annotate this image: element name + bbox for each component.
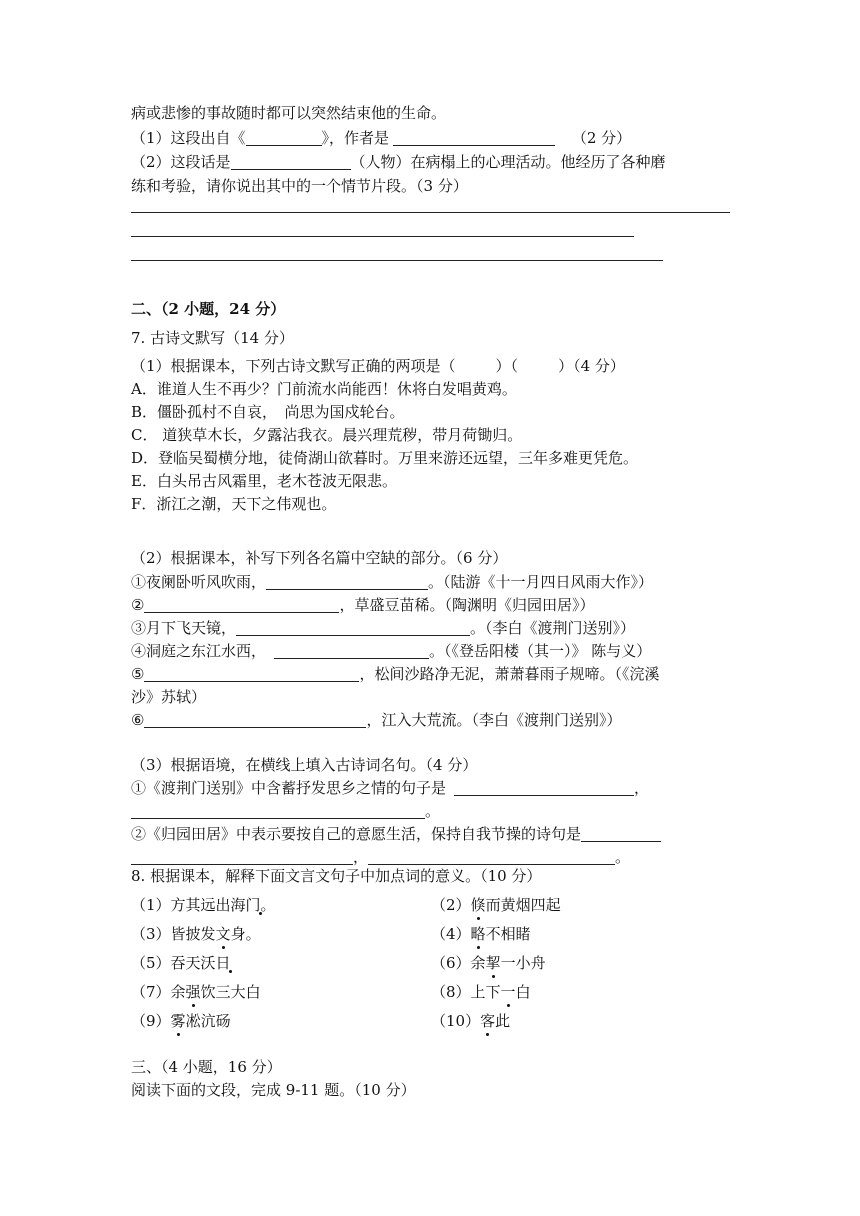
q6-part1 [131,128,631,148]
q8-item-7-dotted: 强 [185,983,201,1001]
q6-part1-text-a: （1）这段出自《 [131,129,246,147]
q8-item-8 [431,982,531,1002]
q7-p2-l3-text-a: ③月下飞天镜， [131,619,237,637]
q7-p3-l1-text: ①《渡荆门送别》中含蓄抒发思乡之情的句子是 [131,779,447,797]
q7-p3-l2-text: ②《归园田居》中表示要按自己的意愿生活，保持自我节操的诗句是 [131,825,582,843]
q6-part1-text-b: 》，作者是 [321,129,390,147]
q8-item-7-post: 饮三大白 [200,983,261,1001]
q7-p2-l5-text-b: ，松间沙路净无泥，萧萧暮雨子规啼。（《浣溪 [359,665,660,683]
q7-p2-blank-3[interactable] [236,620,470,636]
q7-option-f: F．浙江之潮，天下之伟观也。 [131,495,337,513]
q8-item-6-dotted: 挈 [485,954,501,972]
q8-title: 8. 根据课本，解释下面文言文句子中加点词的意义。（10 分） [131,867,542,885]
q7-part3-line2 [131,824,661,844]
q7-option-b: B．僵卧孤村不自哀， 尚思为国戍轮台。 [131,403,405,421]
q8-item-6 [431,953,546,973]
q6-answer-line-2[interactable] [131,236,634,237]
q6-answer-line-1[interactable] [131,212,730,213]
q7-p3-l1-comma: ， [634,779,650,797]
q8-item-2-pre: （2） [431,896,471,914]
q8-item-4-dotted: 略 [470,925,486,943]
q6-book-title-blank[interactable] [246,130,322,146]
q7-option-a: A．谁道人生不再少？门前流水尚能西！休将白发唱黄鸡。 [131,380,517,398]
q8-item-4-pre: （4） [431,925,471,943]
q8-item-8-post: 白 [515,983,531,1001]
q8-item-10-dotted: 客 [480,1012,496,1030]
q8-item-4-post: 不相睹 [485,925,531,943]
q8-item-9-dotted: 雾 [170,1012,186,1030]
q7-p2-l6-text-b: ，江入大荒流。（李白《渡荆门送别》） [366,711,622,729]
q6-part2-text-a: （2）这段话是 [131,153,231,171]
q7-p2-l2-text-a: ② [131,596,145,614]
q7-p2-l1-text-b: 。（陆游《十一月四日风雨大作》） [428,573,654,591]
q7-p2-blank-5[interactable] [144,666,359,682]
q8-item-3-post: 身。 [230,925,261,943]
q7-p2-l3-text-b: 。（李白《渡荆门送别》） [470,619,636,637]
q7-p2-l4-text-b: 。（《登岳阳楼（其一）》 陈与义） [429,642,652,660]
q8-item-6-post: 一小舟 [500,954,546,972]
q7-part2-title: （2）根据课本，补写下列各名篇中空缺的部分。（6 分） [131,549,508,567]
q8-item-1-post: 。 [260,896,276,914]
section-3-intro: 阅读下面的文段，完成 9-11 题。（10 分） [131,1081,416,1099]
q7-part1-prompt-c: ）（4 分） [558,357,625,375]
q6-part2 [131,152,666,172]
q7-part2-line4 [131,641,651,661]
q7-p2-l4-text-a: ④洞庭之东江水西， [131,642,267,660]
q6-author-blank[interactable] [393,130,555,146]
q6-part2-text-b: （人物）在病榻上的心理活动。他经历了各种磨 [350,153,666,171]
q7-option-d: D．登临吴蜀横分地，徒倚湖山欲暮时。万里来游还远望，三年多难更凭危。 [131,449,639,467]
q8-item-3-dotted: 文 [215,925,231,943]
q8-item-1 [131,895,276,915]
q7-part2-line2 [131,595,594,615]
q8-item-10 [431,1011,510,1031]
q8-item-1-pre: （1）方其远出海门 [131,896,261,914]
q8-item-2 [431,895,561,915]
q6-part1-score: （2 分） [571,129,632,147]
q8-item-5-pre: （5）吞天沃日 [131,954,231,972]
q8-item-10-pre: （10） [431,1012,481,1030]
q8-item-8-dotted: 一 [500,983,516,1001]
q8-item-8-pre: （8）上下 [431,983,501,1001]
q8-item-2-dotted: 倏 [470,896,486,914]
q7-p3-blank-3[interactable] [581,826,661,842]
q7-p3-blank-1[interactable] [454,780,634,796]
q7-p2-blank-4[interactable] [274,643,429,659]
q7-p2-l1-text-a: ①夜阑卧听风吹雨， [131,573,267,591]
q8-item-6-pre: （6）余 [431,954,486,972]
q7-part2-line5-cont: 沙》苏轼） [131,688,207,706]
q7-part2-line6 [131,710,621,730]
q7-title: 7. 古诗文默写（14 分） [131,329,294,347]
q7-p3-blank-5[interactable] [368,849,615,865]
q7-part2-line1 [131,572,653,592]
q8-item-10-post: 此 [495,1012,511,1030]
q6-tail-text: 病或悲惨的事故随时都可以突然结束他的生命。 [131,104,447,122]
q7-part3-line2-cont [131,847,630,867]
q7-p2-blank-6[interactable] [144,712,366,728]
q7-part1-prompt-a: （1）根据课本，下列古诗文默写正确的两项是（ [131,357,456,375]
q8-item-9-pre: （9） [131,1012,171,1030]
q7-p3-blank-2[interactable] [131,803,425,819]
q6-answer-line-3[interactable] [131,260,663,261]
section-3-header: 三、（4 小题，16 分） [131,1058,282,1076]
q7-part3-line1-cont [131,801,440,821]
q7-p2-blank-1[interactable] [266,574,428,590]
q7-option-c: C． 道狭草木长，夕露沾我衣。晨兴理荒秽，带月荷锄归。 [131,426,523,444]
q6-part2-line2: 练和考验，请你说出其中的一个情节片段。（3 分） [131,177,468,195]
q8-item-5 [131,953,231,973]
q8-item-9 [131,1011,231,1031]
q8-item-9-post: 凇沆砀 [185,1012,231,1030]
q7-p2-l6-text-a: ⑥ [131,711,145,729]
q7-part1-prompt [131,356,625,376]
q7-part3-title: （3）根据语境，在横线上填入古诗词名句。（4 分） [131,756,478,774]
q8-item-3 [131,924,261,944]
q8-item-2-post: 而黄烟四起 [485,896,561,914]
q7-p3-blank-4[interactable] [131,849,353,865]
q8-item-4 [431,924,531,944]
q7-p3-l2-comma: ， [353,848,369,866]
q7-option-e: E．白头吊古风霜里，老木苍波无限悲。 [131,472,397,490]
q7-part2-line5 [131,664,659,684]
q7-part1-prompt-b: ）（ [495,357,519,375]
q8-item-7 [131,982,261,1002]
q7-part2-line3 [131,618,635,638]
q7-p3-l2-period: 。 [615,848,631,866]
q8-item-3-pre: （3）皆披发 [131,925,216,943]
q7-part3-line1 [131,778,649,798]
section-2-header: 二、（2 小题，24 分） [131,300,286,318]
q7-p3-l1-period: 。 [425,802,441,820]
q7-p2-blank-2[interactable] [144,597,339,613]
q6-character-blank[interactable] [231,154,351,170]
q8-item-7-pre: （7）余 [131,983,186,1001]
q7-p2-l5-text-a: ⑤ [131,665,145,683]
q7-p2-l2-text-b: ，草盛豆苗稀。（陶渊明《归园田居》） [339,596,595,614]
